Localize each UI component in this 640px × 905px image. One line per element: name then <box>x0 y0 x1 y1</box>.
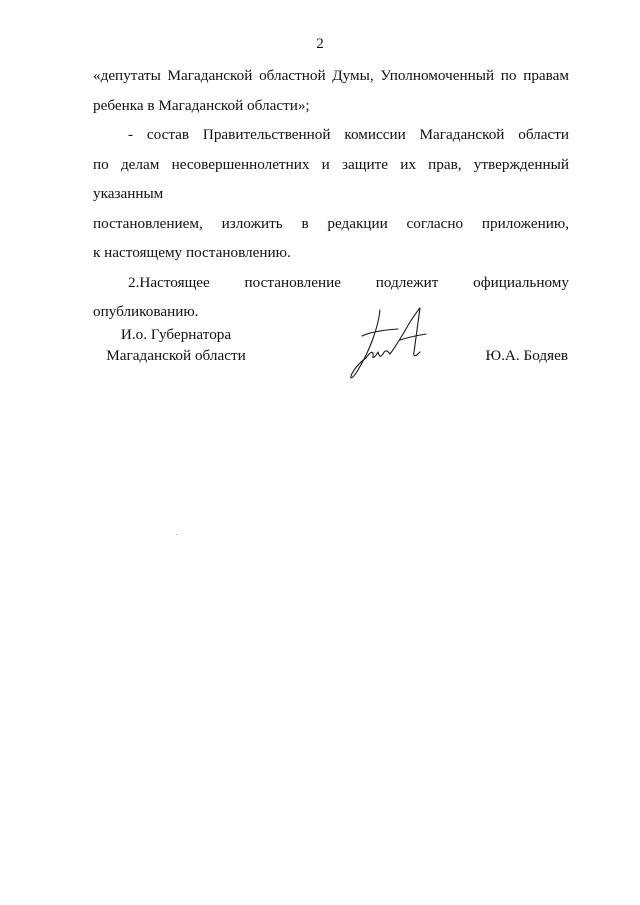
document-body <box>93 61 569 327</box>
scan-speck <box>176 534 177 535</box>
paragraph-1 <box>93 61 569 120</box>
page-number: 2 <box>316 36 324 52</box>
paragraph-line: - состав Правительственной комиссии Магаданской области <box>128 126 569 143</box>
signer-position-line: Магаданской области <box>106 347 246 364</box>
paragraph-3 <box>93 268 569 327</box>
signature-block <box>0 324 640 394</box>
signer-position-line: И.о. Губернатора <box>120 326 232 343</box>
paragraph-line: постановлением, изложить в редакции согласно приложению, <box>93 214 569 232</box>
handwritten-signature-icon <box>340 300 440 386</box>
paragraph-line: ребенка в Магаданской области»; <box>93 96 310 114</box>
paragraph-line: по делам несовершеннолетних и защите их прав, утвержденный указанным <box>93 155 569 202</box>
paragraph-2 <box>93 120 569 268</box>
paragraph-line: опубликованию. <box>93 303 199 320</box>
paragraph-line: к настоящему постановлению. <box>93 244 291 261</box>
paragraph-line: «депутаты Магаданской областной Думы, Уполномоченный по правам <box>93 67 569 84</box>
paragraph-line: 2.Настоящее постановление подлежит официальному <box>128 273 569 291</box>
signer-position <box>96 324 256 366</box>
signer-name: Ю.А. Бодяев <box>485 347 568 364</box>
